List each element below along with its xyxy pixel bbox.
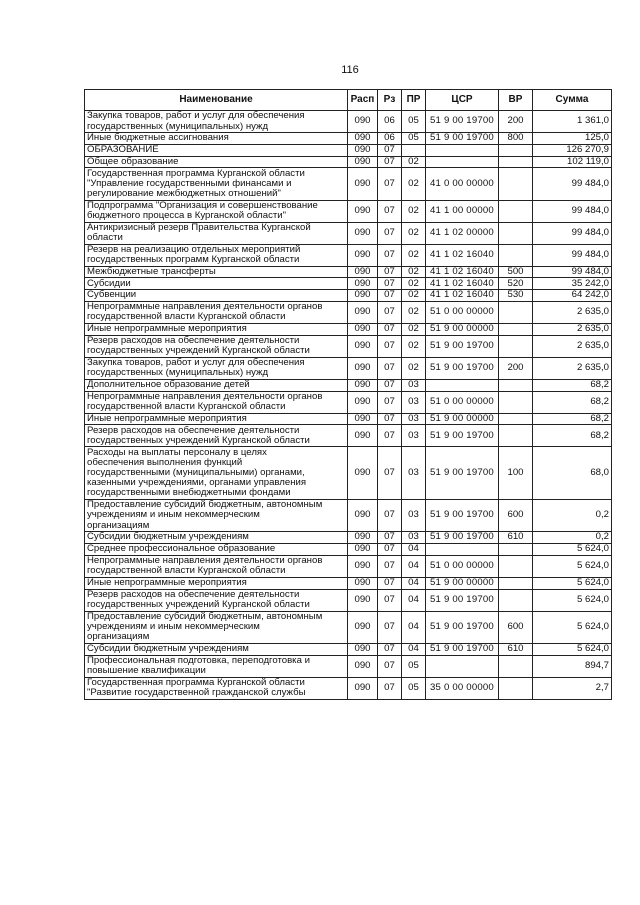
cell-csr: 41 1 02 16040 [426, 278, 499, 290]
cell-vr: 520 [499, 278, 533, 290]
cell-vr: 800 [499, 133, 533, 145]
cell-name: Среднее профессиональное образование [85, 543, 348, 555]
cell-csr [426, 156, 499, 168]
cell-rz: 07 [378, 379, 402, 391]
cell-rasp: 090 [348, 555, 378, 577]
cell-csr: 41 0 00 00000 [426, 168, 499, 200]
cell-name: Предоставление субсидий бюджетным, автономным учреждениям и иным некоммерческим организациям [85, 611, 348, 643]
cell-pr: 02 [402, 244, 426, 266]
cell-rasp: 090 [348, 244, 378, 266]
table-row [85, 379, 612, 391]
cell-rz: 07 [378, 278, 402, 290]
header-csr: ЦСР [426, 90, 499, 111]
cell-vr [499, 156, 533, 168]
cell-rz: 07 [378, 611, 402, 643]
cell-pr: 02 [402, 290, 426, 302]
cell-name: Предоставление субсидий бюджетным, автономным учреждениям и иным некоммерческим организациям [85, 499, 348, 531]
table-row [85, 156, 612, 168]
cell-rasp: 090 [348, 611, 378, 643]
cell-pr: 04 [402, 611, 426, 643]
cell-pr: 02 [402, 278, 426, 290]
cell-rz: 07 [378, 323, 402, 335]
cell-rz: 07 [378, 144, 402, 156]
cell-vr [499, 379, 533, 391]
cell-pr: 02 [402, 301, 426, 323]
table-row [85, 335, 612, 357]
header-pr: ПР [402, 90, 426, 111]
cell-sum: 99 484,0 [533, 200, 612, 222]
cell-rz: 07 [378, 543, 402, 555]
cell-pr: 05 [402, 111, 426, 133]
cell-rz: 07 [378, 677, 402, 699]
cell-sum: 99 484,0 [533, 266, 612, 278]
cell-rasp: 090 [348, 532, 378, 544]
header-rasp: Расп [348, 90, 378, 111]
table-row [85, 413, 612, 425]
table-row [85, 278, 612, 290]
cell-name: Субсидии бюджетным учреждениям [85, 532, 348, 544]
cell-vr [499, 200, 533, 222]
cell-name: Расходы на выплаты персоналу в целях обеспечения выполнения функций государственными (муниципальными) органами, казенными учреждениями, органами управления государственными внебюджетными фондами [85, 447, 348, 500]
table-row [85, 655, 612, 677]
header-name: Наименование [85, 90, 348, 111]
cell-pr: 03 [402, 532, 426, 544]
table-row [85, 357, 612, 379]
cell-vr [499, 391, 533, 413]
cell-sum: 2 635,0 [533, 335, 612, 357]
cell-csr: 41 1 02 00000 [426, 222, 499, 244]
cell-vr [499, 413, 533, 425]
table-row [85, 611, 612, 643]
cell-sum: 68,2 [533, 413, 612, 425]
cell-sum: 5 624,0 [533, 577, 612, 589]
cell-sum: 2 635,0 [533, 301, 612, 323]
header-rz: Рз [378, 90, 402, 111]
cell-vr: 200 [499, 111, 533, 133]
cell-pr: 03 [402, 447, 426, 500]
cell-vr [499, 577, 533, 589]
cell-vr [499, 335, 533, 357]
cell-sum: 102 119,0 [533, 156, 612, 168]
cell-rz: 07 [378, 532, 402, 544]
cell-pr: 05 [402, 655, 426, 677]
cell-sum: 99 484,0 [533, 222, 612, 244]
cell-rasp: 090 [348, 655, 378, 677]
cell-rz: 07 [378, 643, 402, 655]
cell-sum: 5 624,0 [533, 611, 612, 643]
cell-pr: 04 [402, 543, 426, 555]
cell-name: Иные непрограммные мероприятия [85, 577, 348, 589]
cell-rasp: 090 [348, 335, 378, 357]
cell-rz: 07 [378, 655, 402, 677]
table-row [85, 643, 612, 655]
cell-name: Резерв расходов на обеспечение деятельности государственных учреждений Курганской области [85, 425, 348, 447]
cell-rz: 07 [378, 335, 402, 357]
cell-pr: 04 [402, 555, 426, 577]
cell-sum: 5 624,0 [533, 555, 612, 577]
table-row [85, 391, 612, 413]
cell-sum: 126 270,9 [533, 144, 612, 156]
cell-pr: 03 [402, 499, 426, 531]
table-row [85, 323, 612, 335]
cell-vr [499, 301, 533, 323]
cell-csr: 41 1 02 16040 [426, 290, 499, 302]
cell-pr: 03 [402, 413, 426, 425]
cell-csr: 51 9 00 19700 [426, 357, 499, 379]
cell-csr [426, 379, 499, 391]
cell-sum: 1 361,0 [533, 111, 612, 133]
cell-csr: 51 0 00 00000 [426, 391, 499, 413]
cell-rasp: 090 [348, 677, 378, 699]
cell-rasp: 090 [348, 144, 378, 156]
table-row [85, 111, 612, 133]
cell-sum: 0,2 [533, 499, 612, 531]
cell-rasp: 090 [348, 156, 378, 168]
cell-csr: 51 9 00 19700 [426, 643, 499, 655]
cell-name: Непрограммные направления деятельности органов государственной власти Курганской области [85, 391, 348, 413]
cell-rasp: 090 [348, 290, 378, 302]
cell-name: Субсидии [85, 278, 348, 290]
cell-name: Иные бюджетные ассигнования [85, 133, 348, 145]
cell-name: Субвенции [85, 290, 348, 302]
cell-name: Непрограммные направления деятельности органов государственной власти Курганской области [85, 555, 348, 577]
cell-sum: 68,2 [533, 425, 612, 447]
cell-rz: 07 [378, 391, 402, 413]
cell-vr [499, 425, 533, 447]
cell-name: Субсидии бюджетным учреждениям [85, 643, 348, 655]
cell-rz: 07 [378, 357, 402, 379]
cell-csr: 51 9 00 19700 [426, 133, 499, 145]
cell-pr: 05 [402, 133, 426, 145]
cell-rz: 07 [378, 156, 402, 168]
cell-rz: 07 [378, 168, 402, 200]
cell-csr: 41 1 02 16040 [426, 266, 499, 278]
table-row [85, 577, 612, 589]
table-row [85, 425, 612, 447]
cell-name: Подпрограмма "Организация и совершенствование бюджетного процесса в Курганской области" [85, 200, 348, 222]
cell-vr [499, 323, 533, 335]
cell-csr: 51 9 00 19700 [426, 111, 499, 133]
cell-pr: 02 [402, 266, 426, 278]
cell-pr: 04 [402, 577, 426, 589]
cell-name: Межбюджетные трансферты [85, 266, 348, 278]
cell-name: Дополнительное образование детей [85, 379, 348, 391]
cell-csr: 35 0 00 00000 [426, 677, 499, 699]
cell-vr: 100 [499, 447, 533, 500]
cell-pr: 02 [402, 323, 426, 335]
cell-vr [499, 168, 533, 200]
budget-table [84, 89, 612, 700]
cell-sum: 2,7 [533, 677, 612, 699]
cell-rasp: 090 [348, 643, 378, 655]
cell-csr [426, 144, 499, 156]
cell-vr: 500 [499, 266, 533, 278]
cell-rz: 06 [378, 111, 402, 133]
cell-rz: 06 [378, 133, 402, 145]
cell-rasp: 090 [348, 323, 378, 335]
cell-rasp: 090 [348, 200, 378, 222]
cell-rz: 07 [378, 589, 402, 611]
cell-rasp: 090 [348, 222, 378, 244]
cell-pr [402, 144, 426, 156]
cell-pr: 05 [402, 677, 426, 699]
cell-rz: 07 [378, 447, 402, 500]
cell-name: Государственная программа Курганской области "Управление государственными финансами и регулирование межбюджетных отношений" [85, 168, 348, 200]
cell-csr: 51 9 00 00000 [426, 577, 499, 589]
cell-sum: 2 635,0 [533, 323, 612, 335]
cell-vr: 610 [499, 532, 533, 544]
cell-rz: 07 [378, 244, 402, 266]
table-row [85, 266, 612, 278]
cell-sum: 0,2 [533, 532, 612, 544]
cell-vr [499, 543, 533, 555]
cell-rz: 07 [378, 266, 402, 278]
cell-pr: 03 [402, 391, 426, 413]
cell-rz: 07 [378, 200, 402, 222]
table-row [85, 301, 612, 323]
cell-rz: 07 [378, 413, 402, 425]
cell-csr: 51 9 00 19700 [426, 499, 499, 531]
cell-vr: 600 [499, 499, 533, 531]
cell-vr [499, 655, 533, 677]
cell-sum: 68,2 [533, 379, 612, 391]
table-row [85, 200, 612, 222]
cell-rasp: 090 [348, 278, 378, 290]
cell-vr: 200 [499, 357, 533, 379]
cell-sum: 5 624,0 [533, 589, 612, 611]
cell-rz: 07 [378, 555, 402, 577]
cell-rasp: 090 [348, 589, 378, 611]
cell-sum: 2 635,0 [533, 357, 612, 379]
header-sum: Сумма [533, 90, 612, 111]
cell-vr [499, 589, 533, 611]
cell-rasp: 090 [348, 266, 378, 278]
cell-csr [426, 543, 499, 555]
cell-rasp: 090 [348, 357, 378, 379]
cell-rz: 07 [378, 290, 402, 302]
cell-csr: 51 9 00 19700 [426, 611, 499, 643]
cell-rz: 07 [378, 301, 402, 323]
cell-sum: 99 484,0 [533, 244, 612, 266]
table-header-row [85, 90, 612, 111]
cell-rasp: 090 [348, 391, 378, 413]
cell-name: ОБРАЗОВАНИЕ [85, 144, 348, 156]
cell-pr: 02 [402, 168, 426, 200]
cell-vr: 600 [499, 611, 533, 643]
cell-rz: 07 [378, 499, 402, 531]
cell-csr: 41 1 02 16040 [426, 244, 499, 266]
cell-rasp: 090 [348, 425, 378, 447]
cell-name: Государственная программа Курганской области "Развитие государственной гражданской службы [85, 677, 348, 699]
cell-pr: 04 [402, 589, 426, 611]
cell-pr: 02 [402, 335, 426, 357]
table-row [85, 222, 612, 244]
cell-rasp: 090 [348, 499, 378, 531]
cell-csr: 51 0 00 00000 [426, 555, 499, 577]
table-row [85, 144, 612, 156]
cell-rz: 07 [378, 222, 402, 244]
cell-rasp: 090 [348, 301, 378, 323]
cell-rasp: 090 [348, 447, 378, 500]
table-row [85, 290, 612, 302]
page-number: 116 [341, 64, 359, 76]
table-row [85, 244, 612, 266]
table-row [85, 677, 612, 699]
cell-pr: 02 [402, 200, 426, 222]
cell-rasp: 090 [348, 543, 378, 555]
cell-name: Резерв расходов на обеспечение деятельности государственных учреждений Курганской области [85, 335, 348, 357]
cell-sum: 5 624,0 [533, 543, 612, 555]
cell-sum: 68,2 [533, 391, 612, 413]
cell-sum: 64 242,0 [533, 290, 612, 302]
cell-rz: 07 [378, 577, 402, 589]
cell-rasp: 090 [348, 111, 378, 133]
cell-vr [499, 677, 533, 699]
cell-name: Иные непрограммные мероприятия [85, 413, 348, 425]
cell-name: Резерв расходов на обеспечение деятельности государственных учреждений Курганской области [85, 589, 348, 611]
cell-vr [499, 222, 533, 244]
cell-name: Общее образование [85, 156, 348, 168]
cell-csr: 51 9 00 19700 [426, 447, 499, 500]
cell-vr: 530 [499, 290, 533, 302]
cell-pr: 02 [402, 357, 426, 379]
cell-name: Иные непрограммные мероприятия [85, 323, 348, 335]
cell-pr: 03 [402, 379, 426, 391]
cell-rasp: 090 [348, 168, 378, 200]
table-row [85, 133, 612, 145]
table-row [85, 499, 612, 531]
cell-rasp: 090 [348, 379, 378, 391]
table-row [85, 447, 612, 500]
header-vr: ВР [499, 90, 533, 111]
cell-csr: 51 9 00 19700 [426, 425, 499, 447]
table-row [85, 589, 612, 611]
cell-name: Антикризисный резерв Правительства Курганской области [85, 222, 348, 244]
cell-csr: 51 9 00 19700 [426, 589, 499, 611]
cell-sum: 125,0 [533, 133, 612, 145]
cell-pr: 02 [402, 156, 426, 168]
cell-vr: 610 [499, 643, 533, 655]
cell-pr: 03 [402, 425, 426, 447]
cell-pr: 02 [402, 222, 426, 244]
cell-sum: 35 242,0 [533, 278, 612, 290]
cell-csr: 51 9 00 00000 [426, 323, 499, 335]
cell-name: Непрограммные направления деятельности органов государственной власти Курганской области [85, 301, 348, 323]
cell-sum: 894,7 [533, 655, 612, 677]
table-row [85, 168, 612, 200]
cell-vr [499, 244, 533, 266]
table-row [85, 532, 612, 544]
cell-name: Резерв на реализацию отдельных мероприятий государственных программ Курганской области [85, 244, 348, 266]
cell-vr [499, 144, 533, 156]
cell-vr [499, 555, 533, 577]
cell-csr: 51 9 00 19700 [426, 335, 499, 357]
cell-rasp: 090 [348, 133, 378, 145]
table-row [85, 555, 612, 577]
cell-rasp: 090 [348, 413, 378, 425]
cell-name: Закупка товаров, работ и услуг для обеспечения государственных (муниципальных) нужд [85, 111, 348, 133]
cell-rz: 07 [378, 425, 402, 447]
cell-csr: 51 9 00 00000 [426, 413, 499, 425]
cell-csr: 51 9 00 19700 [426, 532, 499, 544]
cell-name: Профессиональная подготовка, переподготовка и повышение квалификации [85, 655, 348, 677]
cell-sum: 99 484,0 [533, 168, 612, 200]
cell-sum: 5 624,0 [533, 643, 612, 655]
cell-sum: 68,0 [533, 447, 612, 500]
cell-rasp: 090 [348, 577, 378, 589]
cell-csr: 41 1 00 00000 [426, 200, 499, 222]
table-row [85, 543, 612, 555]
cell-name: Закупка товаров, работ и услуг для обеспечения государственных (муниципальных) нужд [85, 357, 348, 379]
cell-pr: 04 [402, 643, 426, 655]
cell-csr [426, 655, 499, 677]
cell-csr: 51 0 00 00000 [426, 301, 499, 323]
